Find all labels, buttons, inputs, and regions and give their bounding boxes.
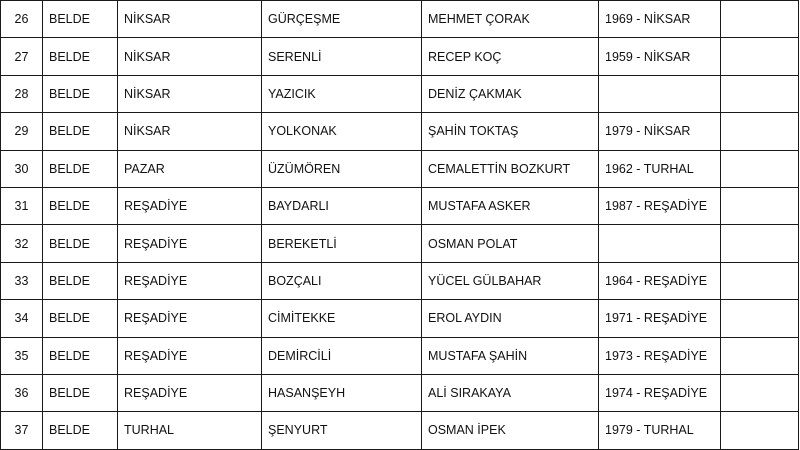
cell-district: PAZAR <box>118 150 262 187</box>
cell-blank <box>721 300 799 337</box>
cell-district: REŞADİYE <box>118 187 262 224</box>
cell-district: REŞADİYE <box>118 374 262 411</box>
cell-name: OSMAN İPEK <box>422 412 599 449</box>
cell-type: BELDE <box>43 75 118 112</box>
table-row <box>1 187 799 224</box>
cell-district: REŞADİYE <box>118 337 262 374</box>
cell-name: RECEP KOÇ <box>422 38 599 75</box>
cell-type: BELDE <box>43 187 118 224</box>
cell-birth-info: 1979 - NİKSAR <box>599 113 721 150</box>
cell-type: BELDE <box>43 150 118 187</box>
cell-birth-info: 1973 - REŞADİYE <box>599 337 721 374</box>
cell-row-number: 28 <box>1 75 43 112</box>
cell-name: CEMALETTİN BOZKURT <box>422 150 599 187</box>
cell-name: MUSTAFA ASKER <box>422 187 599 224</box>
cell-name: ALİ SIRAKAYA <box>422 374 599 411</box>
cell-district: REŞADİYE <box>118 300 262 337</box>
cell-type: BELDE <box>43 1 118 38</box>
cell-district: REŞADİYE <box>118 262 262 299</box>
cell-row-number: 29 <box>1 113 43 150</box>
cell-birth-info: 1974 - REŞADİYE <box>599 374 721 411</box>
cell-village: YAZICIK <box>262 75 422 112</box>
cell-birth-info: 1979 - TURHAL <box>599 412 721 449</box>
cell-row-number: 34 <box>1 300 43 337</box>
cell-row-number: 30 <box>1 150 43 187</box>
table-row <box>1 300 799 337</box>
table-row <box>1 150 799 187</box>
cell-district: NİKSAR <box>118 1 262 38</box>
cell-blank <box>721 38 799 75</box>
cell-row-number: 33 <box>1 262 43 299</box>
cell-birth-info: 1959 - NİKSAR <box>599 38 721 75</box>
cell-district: NİKSAR <box>118 38 262 75</box>
cell-type: BELDE <box>43 300 118 337</box>
cell-village: BAYDARLI <box>262 187 422 224</box>
cell-name: MEHMET ÇORAK <box>422 1 599 38</box>
table-row <box>1 75 799 112</box>
cell-village: GÜRÇEŞME <box>262 1 422 38</box>
cell-blank <box>721 262 799 299</box>
cell-type: BELDE <box>43 262 118 299</box>
cell-birth-info: 1969 - NİKSAR <box>599 1 721 38</box>
cell-birth-info: 1962 - TURHAL <box>599 150 721 187</box>
cell-birth-info <box>599 225 721 262</box>
cell-village: DEMİRCİLİ <box>262 337 422 374</box>
cell-birth-info: 1987 - REŞADİYE <box>599 187 721 224</box>
table-row <box>1 412 799 449</box>
cell-name: ŞAHİN TOKTAŞ <box>422 113 599 150</box>
table-row <box>1 225 799 262</box>
cell-type: BELDE <box>43 374 118 411</box>
cell-blank <box>721 225 799 262</box>
cell-type: BELDE <box>43 412 118 449</box>
cell-birth-info: 1971 - REŞADİYE <box>599 300 721 337</box>
table-row <box>1 337 799 374</box>
cell-row-number: 32 <box>1 225 43 262</box>
cell-birth-info <box>599 75 721 112</box>
cell-village: ÜZÜMÖREN <box>262 150 422 187</box>
cell-district: NİKSAR <box>118 113 262 150</box>
cell-name: OSMAN POLAT <box>422 225 599 262</box>
cell-name: EROL AYDIN <box>422 300 599 337</box>
cell-district: NİKSAR <box>118 75 262 112</box>
cell-blank <box>721 75 799 112</box>
table-row <box>1 38 799 75</box>
cell-village: BEREKETLİ <box>262 225 422 262</box>
cell-type: BELDE <box>43 337 118 374</box>
cell-row-number: 26 <box>1 1 43 38</box>
cell-type: BELDE <box>43 225 118 262</box>
cell-village: SERENLİ <box>262 38 422 75</box>
cell-blank <box>721 187 799 224</box>
cell-name: MUSTAFA ŞAHİN <box>422 337 599 374</box>
table-row <box>1 1 799 38</box>
table-body <box>1 1 799 450</box>
cell-row-number: 37 <box>1 412 43 449</box>
cell-row-number: 35 <box>1 337 43 374</box>
cell-blank <box>721 1 799 38</box>
cell-blank <box>721 412 799 449</box>
cell-village: HASANŞEYH <box>262 374 422 411</box>
cell-name: YÜCEL GÜLBAHAR <box>422 262 599 299</box>
table-row <box>1 113 799 150</box>
cell-village: YOLKONAK <box>262 113 422 150</box>
cell-name: DENİZ ÇAKMAK <box>422 75 599 112</box>
cell-village: ŞENYURT <box>262 412 422 449</box>
cell-type: BELDE <box>43 113 118 150</box>
cell-blank <box>721 374 799 411</box>
cell-row-number: 27 <box>1 38 43 75</box>
table-row <box>1 262 799 299</box>
table-row <box>1 374 799 411</box>
cell-district: TURHAL <box>118 412 262 449</box>
cell-row-number: 36 <box>1 374 43 411</box>
cell-blank <box>721 113 799 150</box>
cell-row-number: 31 <box>1 187 43 224</box>
cell-district: REŞADİYE <box>118 225 262 262</box>
cell-blank <box>721 150 799 187</box>
cell-village: BOZÇALI <box>262 262 422 299</box>
cell-type: BELDE <box>43 38 118 75</box>
cell-blank <box>721 337 799 374</box>
cell-village: CİMİTEKKE <box>262 300 422 337</box>
cell-birth-info: 1964 - REŞADİYE <box>599 262 721 299</box>
